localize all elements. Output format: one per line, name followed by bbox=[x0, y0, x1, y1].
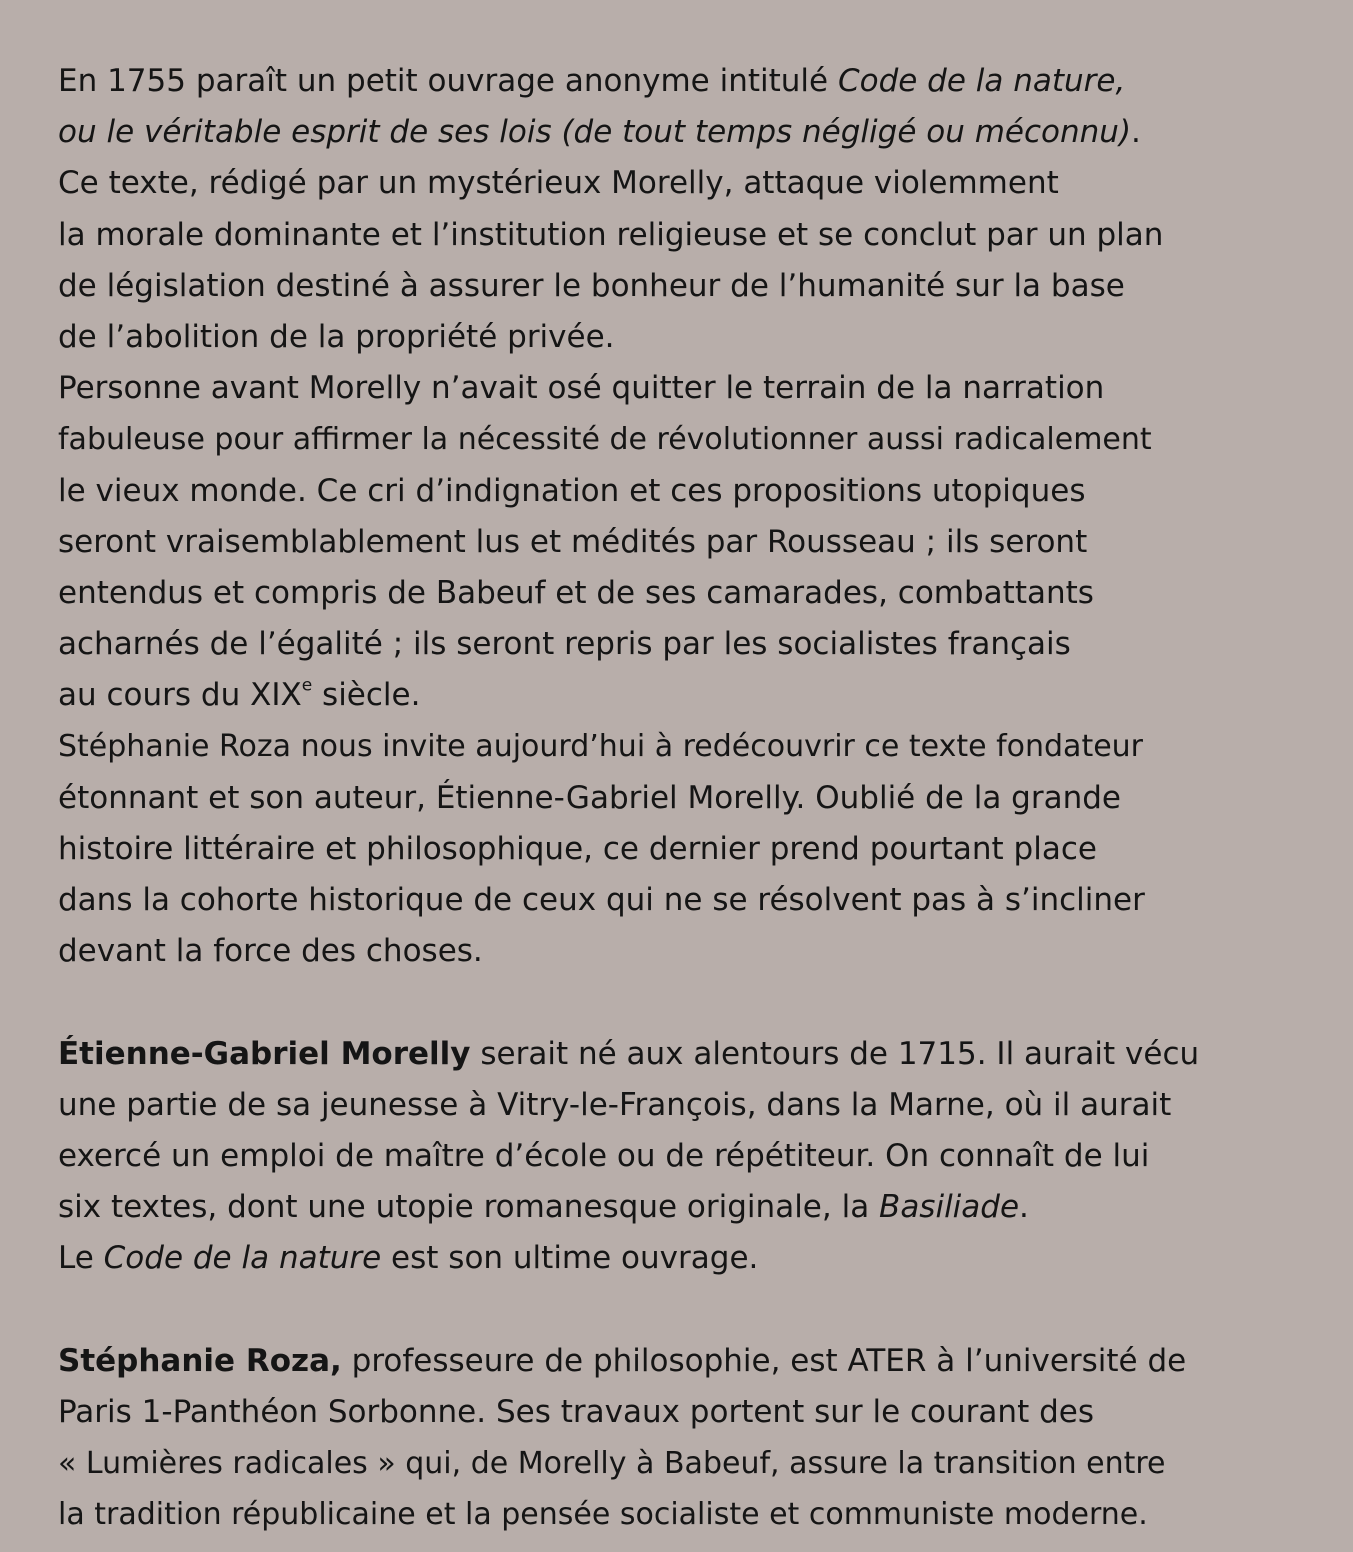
book-title: Code de la nature bbox=[103, 1240, 382, 1277]
text-line: une partie de sa jeunesse à Vitry-le-François, dans la Marne, où il aurait bbox=[58, 1086, 1172, 1123]
book-title: Basiliade bbox=[879, 1189, 1020, 1226]
book-title: ou le véritable esprit de ses lois (de tout temps négligé ou méconnu) bbox=[58, 114, 1132, 151]
text-line: le vieux monde. Ce cri d’indignation et ces propositions utopiques bbox=[58, 472, 1086, 509]
text-line: En 1755 paraît un petit ouvrage anonyme intitulé Code de la nature, bbox=[58, 63, 1126, 99]
text-line: acharnés de l’égalité ; ils seront repris par les socialistes français bbox=[58, 626, 1071, 663]
text-line: entendus et compris de Babeuf et de ses camarades, combattants bbox=[58, 574, 1094, 611]
text-line: de l’abolition de la propriété privée. bbox=[58, 318, 615, 355]
author-name: Étienne-Gabriel Morelly bbox=[58, 1035, 471, 1072]
author-bio-paragraph bbox=[58, 1029, 1305, 1285]
text-line: Le Code de la nature est son ultime ouvrage. bbox=[58, 1240, 759, 1277]
text-line: la tradition républicaine et la pensée socialiste et communiste moderne. bbox=[58, 1497, 1148, 1533]
text-line: Stéphanie Roza nous invite aujourd’hui à redécouvrir ce texte fondateur bbox=[58, 729, 1144, 765]
text-line: la morale dominante et l’institution religieuse et se conclut par un plan bbox=[58, 216, 1164, 253]
text-line: Stéphanie Roza, professeure de philosophie, est ATER à l’université de bbox=[58, 1342, 1187, 1379]
text-line: au cours du XIXe siècle. bbox=[58, 675, 421, 714]
text-line: Personne avant Morelly n’avait osé quitter le terrain de la narration bbox=[58, 370, 1105, 407]
book-title: Code de la nature, bbox=[837, 63, 1126, 99]
text-line: fabuleuse pour affirmer la nécessité de révolutionner aussi radicalement bbox=[58, 422, 1152, 458]
editor-bio-paragraph bbox=[58, 1336, 1305, 1541]
text-line: Ce texte, rédigé par un mystérieux Morelly, attaque violemment bbox=[58, 165, 1059, 202]
text-line: ou le véritable esprit de ses lois (de tout temps négligé ou méconnu). bbox=[58, 114, 1141, 151]
text-line: exercé un emploi de maître d’école ou de répétiteur. On connaît de lui bbox=[58, 1137, 1150, 1174]
paragraph-spacer bbox=[58, 977, 1305, 1028]
text-line: six textes, dont une utopie romanesque originale, la Basiliade. bbox=[58, 1189, 1029, 1226]
text-line: de législation destiné à assurer le bonheur de l’humanité sur la base bbox=[58, 267, 1125, 304]
text-line: Étienne-Gabriel Morelly serait né aux alentours de 1715. Il aurait vécu bbox=[58, 1035, 1200, 1072]
text-line: devant la force des choses. bbox=[58, 933, 483, 970]
paragraph-spacer bbox=[58, 1285, 1305, 1336]
text-line: étonnant et son auteur, Étienne-Gabriel Morelly. Oublié de la grande bbox=[58, 779, 1121, 816]
text-line: histoire littéraire et philosophique, ce dernier prend pourtant place bbox=[58, 830, 1097, 867]
intro-paragraph bbox=[58, 56, 1305, 977]
text-line: seront vraisemblablement lus et médités par Rousseau ; ils seront bbox=[58, 523, 1088, 560]
text-line: Paris 1-Panthéon Sorbonne. Ses travaux portent sur le courant des bbox=[58, 1393, 1094, 1430]
text-line: dans la cohorte historique de ceux qui ne se résolvent pas à s’incliner bbox=[58, 882, 1145, 918]
text-line: « Lumières radicales » qui, de Morelly à Babeuf, assure la transition entre bbox=[58, 1446, 1166, 1482]
editor-name: Stéphanie Roza, bbox=[58, 1342, 342, 1379]
superscript: e bbox=[301, 675, 313, 696]
